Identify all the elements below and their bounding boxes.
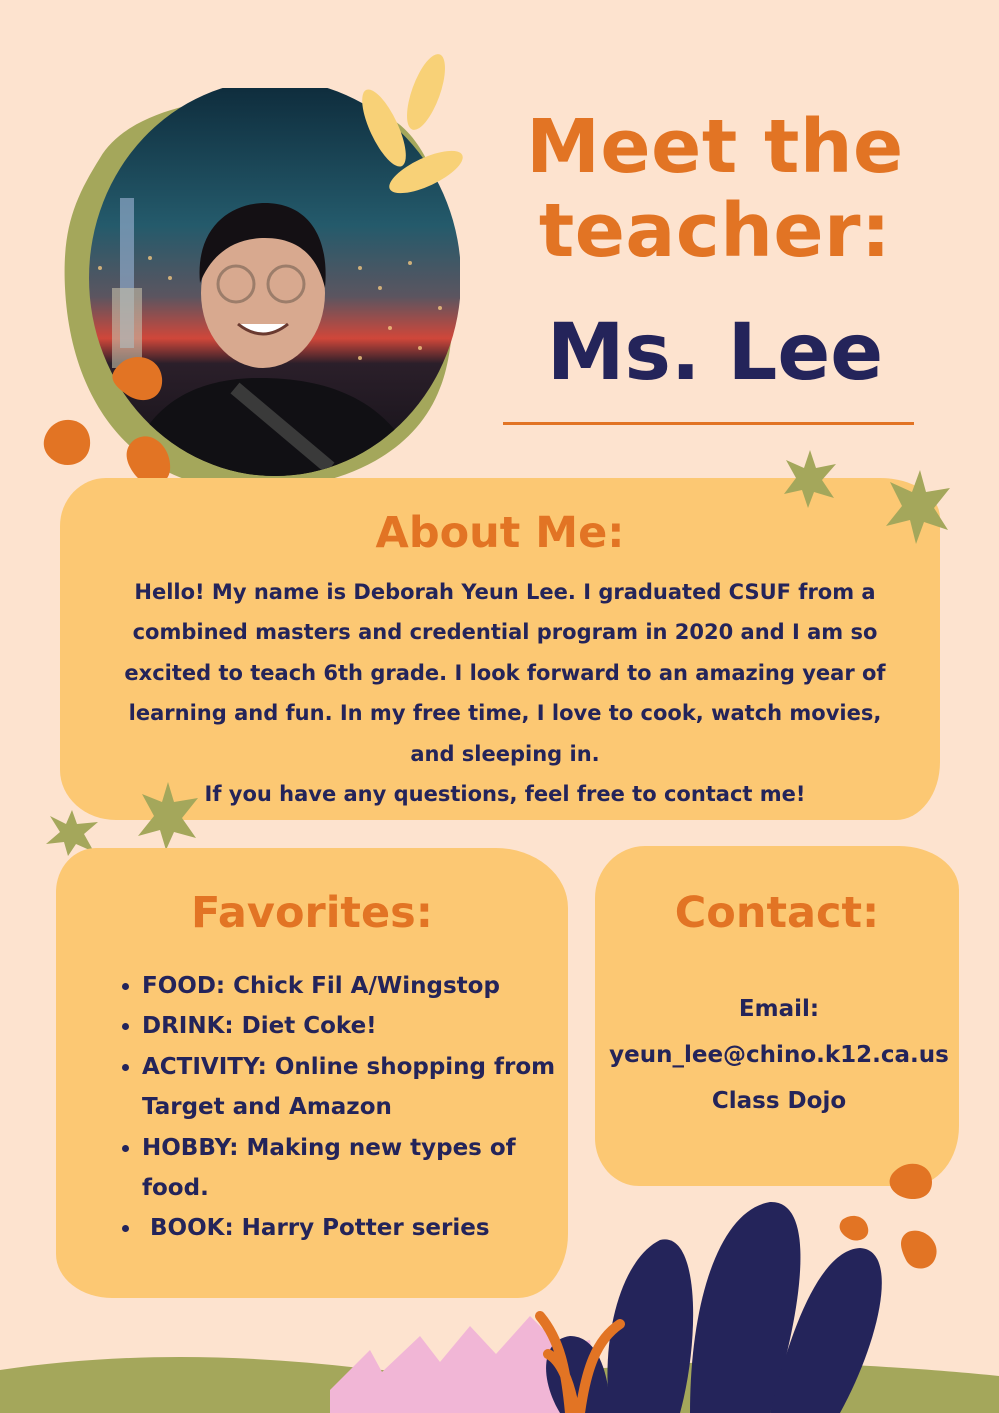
orange-blob-decoration [40,412,96,472]
about-paragraph: Hello! My name is Deborah Yeun Lee. I graduated CSUF from a combined masters and credential program in 2020 and I am so excited to teach 6th grade. I look forward to an amazing year of learning and fun. In my free time, I love to cook, watch movies, and sleeping in. [124,580,886,766]
teacher-name: Ms. Lee [546,308,884,398]
star-icon [780,448,840,510]
list-item: • HOBBY: Making new types of food. [142,1128,572,1209]
about-closing: If you have any questions, feel free to contact me! [204,782,806,807]
title-divider [503,422,914,425]
about-text [105,572,905,814]
list-item: • BOOK: Harry Potter series [142,1208,572,1248]
star-icon [136,780,202,852]
favorites-heading: Favorites: [191,888,433,938]
star-icon [884,468,954,546]
page-title-line1: Meet the [526,104,904,190]
contact-heading: Contact: [674,888,880,938]
class-dojo: Class Dojo [711,1088,847,1114]
list-item: • FOOD: Chick Fil A/Wingstop [142,966,572,1006]
list-item: • DRINK: Diet Coke! [142,1006,572,1046]
email-label: Email: [738,996,820,1022]
yellow-leaves-decoration [360,48,470,198]
page-title-line2: teacher: [538,188,892,274]
plant-decoration [0,1140,999,1413]
about-heading: About Me: [375,508,625,558]
contact-details [595,986,963,1124]
list-item: • ACTIVITY: Online shopping from Target and Amazon [142,1047,572,1128]
email-address: yeun_lee@chino.k12.ca.us [609,1042,949,1068]
